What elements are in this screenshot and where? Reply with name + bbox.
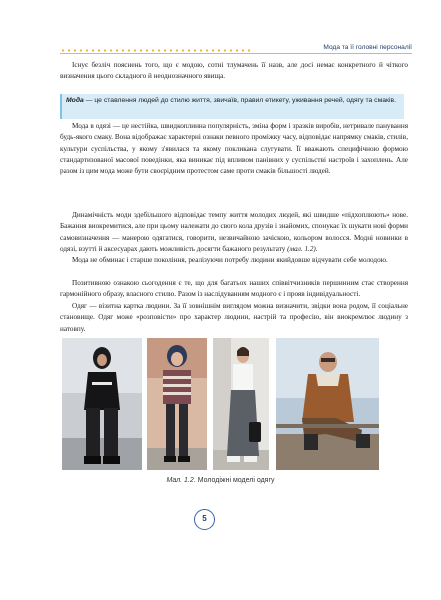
page-number: 5 xyxy=(194,509,215,530)
body-paragraph-1: Мода в одязі — це нестійка, швидкоплинна популярність, зміна форм і зразків виробів, нетривале панування будь-якого смаку. Вона відображає характерні ознаки певного проміжку часу, відповідає напрямку смаків, стилів, культури суспільства, у якому з'явилася та якому покликана слугувати. Її вважають специфічною формою стандартизованої масової поведінки, яка виникає під впливом панівних у суспільстві настроїв і захоплень. Але разом із цим мода може бути своєрідним протестом саме проти смаків більшості людей. xyxy=(60,122,408,176)
photo-model-4 xyxy=(276,338,379,470)
photo-model-2-image xyxy=(147,338,207,470)
definition-term: Мода xyxy=(66,97,84,104)
figure-caption xyxy=(0,477,441,484)
photo-model-4-image xyxy=(276,338,379,470)
photo-model-1 xyxy=(62,338,142,470)
caption-text: Молодіжні моделі одягу xyxy=(197,477,275,484)
photo-model-1-image xyxy=(62,338,142,470)
caption-label: Мал. 1.2. xyxy=(166,477,196,484)
body-paragraph-2 xyxy=(60,210,408,255)
photo-model-3 xyxy=(213,338,269,470)
definition-text: — це ставлення людей до стилю життя, звичаїв, правил етикету, уживання речей, одягу та смаків. xyxy=(83,97,397,104)
body-paragraph-4: Позитивною ознакою сьогодення є те, що для багатьох наших співвітчизників першинним стає створення гармонійного образу, власного стилю. Разом із наслідуванням модного є і прояв індивідуальності. xyxy=(60,279,408,299)
header-title: Мода та її головні персоналії xyxy=(323,44,412,51)
photo-model-3-image xyxy=(213,338,269,470)
body-paragraph-2-text: Динамічність моди здебільшого відповідає темпу життя молодих людей, які швидше «підхоплюють» нове. Бажання виокремитися, але при цьому належати до свого кола друзів і знайомих, спонукає їх шукати нові форми самовизначення — манерою одягатися, говорити, незвичайною зачіскою, кольором волосся. Модні новинки в одязі, взутті й аксесуарах дають можливість досягти бажаного результату xyxy=(60,211,408,253)
definition-box xyxy=(60,94,404,119)
body-paragraph-5: Одяг — візитна картка людини. За її зовнішнім виглядом можна визначити, звідки вона родом, її соціальне становище. Одяг може «розповісти» про характер людини, настрій та професію, він виокремлює людину з натовпу. xyxy=(60,302,408,333)
body-paragraph-3: Мода не обминає і старше покоління, реалізуючи потребу людини якийдовше відчувати себе молодою. xyxy=(72,256,388,264)
figure-reference: (мал. 1.2). xyxy=(287,244,318,253)
running-header xyxy=(60,44,412,58)
intro-paragraph: Існує безліч пояснень того, що є модою, сотні тлумачень її назв, але досі немає конкретного й чіткого визначення цього складного й неоднозначного явища. xyxy=(60,61,408,81)
header-dotted-rule xyxy=(60,49,252,52)
photo-model-2 xyxy=(147,338,207,470)
header-rule xyxy=(60,53,412,54)
